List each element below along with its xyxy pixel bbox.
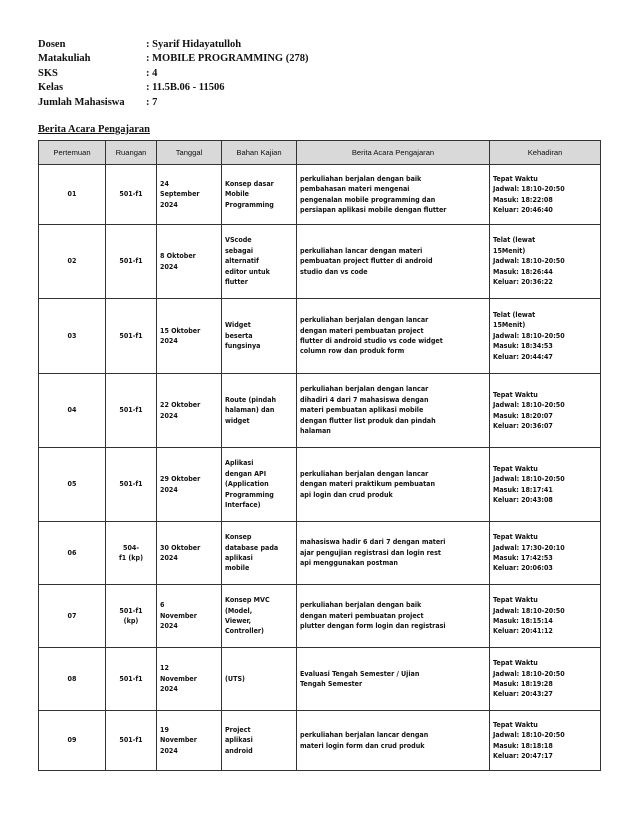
kehadiran-line: Masuk: 18:26:44 (493, 266, 553, 276)
kehadiran-line: Tepat Waktu (493, 658, 538, 668)
berita-acara-cell (297, 522, 490, 585)
tanggal-cell (157, 648, 222, 711)
bahan-kajian-cell-text: Project aplikasi android (225, 724, 253, 755)
berita-acara-cell-text: Evaluasi Tengah Semester / Ujian Tengah Semester (300, 668, 420, 688)
pertemuan-cell-text: 06 (67, 547, 77, 557)
ruangan-cell (106, 374, 157, 448)
kehadiran-line: Masuk: 18:20:07 (493, 410, 553, 420)
kehadiran-line: Jadwal: 18:10-20:50 (493, 184, 565, 194)
kehadiran-line: Jadwal: 18:10-20:50 (493, 605, 565, 615)
kehadiran-line: 15Menit) (493, 245, 526, 255)
bahan-kajian-cell (222, 711, 297, 771)
tanggal-cell (157, 165, 222, 225)
pertemuan-cell-text: 08 (67, 673, 77, 683)
berita-acara-cell (297, 448, 490, 522)
table-row (39, 165, 601, 225)
table-row (39, 225, 601, 299)
meta-row-jumlah-mahasiswa (38, 96, 308, 110)
pertemuan-cell-text: 07 (67, 610, 77, 620)
column-header: Kehadiran (490, 141, 601, 165)
ruangan-cell (106, 648, 157, 711)
bahan-kajian-cell-text: Konsep dasar Mobile Programming (225, 178, 274, 209)
berita-acara-cell-text: perkuliahan berjalan dengan lancar dengan materi pembuatan project flutter di android studio vs code widget column row dan produk form (300, 315, 443, 356)
kehadiran-line: Keluar: 20:06:03 (493, 563, 553, 573)
ruangan-cell-text: 501-f1 (119, 330, 143, 340)
pertemuan-cell-text: 02 (67, 256, 77, 266)
ruangan-cell-text: 501-f1 (119, 479, 143, 489)
kehadiran-line: Keluar: 20:46:40 (493, 204, 553, 214)
kehadiran-cell (490, 585, 601, 648)
pertemuan-cell-text: 04 (67, 405, 77, 415)
pertemuan-cell-text: 01 (67, 189, 77, 199)
ruangan-cell (106, 448, 157, 522)
berita-acara-cell (297, 165, 490, 225)
kehadiran-line: Keluar: 20:43:27 (493, 689, 553, 699)
table-row (39, 299, 601, 374)
bahan-kajian-cell-text: Konsep database pada aplikasi mobile (225, 532, 279, 573)
tanggal-cell-text: 6 November 2024 (160, 600, 197, 631)
kehadiran-line: Masuk: 18:34:53 (493, 341, 553, 351)
table-row (39, 585, 601, 648)
kehadiran-line: Masuk: 17:42:53 (493, 553, 553, 562)
bahan-kajian-cell-text: Aplikasi dengan API (Application Programming Interface) (225, 458, 274, 510)
meta-label: SKS (38, 67, 58, 79)
meta-value: : 7 (146, 96, 158, 108)
tanggal-cell-text: 12 November 2024 (160, 663, 197, 694)
kehadiran-line: Keluar: 20:44:47 (493, 351, 553, 361)
tanggal-cell-text: 30 Oktober 2024 (160, 542, 201, 562)
course-info (38, 38, 308, 110)
berita-acara-cell (297, 299, 490, 374)
berita-acara-cell-text: perkuliahan berjalan dengan baik pembahasan materi mengenai pengenalan mobile programming dan persiapan aplikasi mobile dengan flutter (300, 173, 447, 214)
column-header: Bahan Kajian (222, 141, 297, 165)
berita-acara-cell-text: mahasiswa hadir 6 dari 7 dengan materi ajar pengujian registrasi dan login rest api menggunakan postman (300, 537, 446, 568)
kehadiran-line: Keluar: 20:36:22 (493, 277, 553, 287)
meta-label: Kelas (38, 82, 64, 94)
ruangan-cell-text: 501-f1 (119, 405, 143, 415)
pertemuan-cell (39, 165, 106, 225)
tanggal-cell-text: 19 November 2024 (160, 724, 197, 755)
ruangan-cell-text: 501-f1 (kp) (119, 605, 143, 625)
pertemuan-cell (39, 374, 106, 448)
ruangan-cell (106, 165, 157, 225)
kehadiran-line: Masuk: 18:22:08 (493, 194, 553, 204)
kehadiran-line: Keluar: 20:43:08 (493, 494, 553, 504)
tanggal-cell-text: 15 Oktober 2024 (160, 325, 201, 345)
meta-label: Matakuliah (38, 53, 91, 65)
meta-value: : Syarif Hidayatulloh (146, 39, 242, 50)
table-row (39, 648, 601, 711)
pertemuan-cell (39, 585, 106, 648)
meta-value: : 4 (146, 67, 158, 79)
pertemuan-cell (39, 225, 106, 299)
bahan-kajian-cell (222, 648, 297, 711)
meta-row-matakuliah (38, 52, 308, 66)
table-row (39, 711, 601, 771)
table-row (39, 522, 601, 585)
bahan-kajian-cell (222, 522, 297, 585)
kehadiran-cell (490, 448, 601, 522)
kehadiran-line: Masuk: 18:15:14 (493, 616, 553, 625)
kehadiran-line: Keluar: 20:41:12 (493, 626, 553, 636)
bahan-kajian-cell-text: Widget beserta fungsinya (225, 320, 261, 351)
berita-acara-table (38, 140, 601, 771)
pertemuan-cell-text: 03 (67, 330, 77, 340)
kehadiran-line: Tepat Waktu (493, 595, 538, 605)
berita-acara-cell (297, 374, 490, 448)
kehadiran-cell (490, 165, 601, 225)
bahan-kajian-cell-text: Route (pindah halaman) dan widget (225, 394, 277, 425)
kehadiran-line: Tepat Waktu (493, 389, 538, 399)
pertemuan-cell (39, 299, 106, 374)
berita-acara-cell (297, 225, 490, 299)
bahan-kajian-cell (222, 225, 297, 299)
bahan-kajian-cell (222, 448, 297, 522)
berita-acara-cell-text: perkuliahan lancar dengan materi pembuatan project flutter di android studio dan vs code (300, 245, 433, 276)
meta-row-sks (38, 67, 308, 81)
column-header: Ruangan (106, 141, 157, 165)
tanggal-cell-text: 24 September 2024 (160, 178, 200, 209)
kehadiran-line: Tepat Waktu (493, 719, 538, 729)
tanggal-cell-text: 29 Oktober 2024 (160, 474, 201, 494)
ruangan-cell (106, 225, 157, 299)
kehadiran-cell (490, 299, 601, 374)
ruangan-cell-text: 501-f1 (119, 256, 143, 266)
kehadiran-line: Jadwal: 17:30-20:10 (493, 542, 565, 552)
kehadiran-line: Masuk: 18:18:18 (493, 740, 553, 750)
kehadiran-cell (490, 711, 601, 771)
bahan-kajian-cell-text: Konsep MVC (Model, Viewer, Controller) (225, 595, 270, 636)
kehadiran-line: Jadwal: 18:10-20:50 (493, 730, 565, 740)
column-header: Pertemuan (39, 141, 106, 165)
kehadiran-line: Keluar: 20:47:17 (493, 750, 553, 760)
pertemuan-cell (39, 448, 106, 522)
meta-label: Dosen (38, 39, 66, 50)
column-header: Tanggal (157, 141, 222, 165)
tanggal-cell (157, 299, 222, 374)
ruangan-cell-text: 504- f1 (kp) (118, 542, 144, 562)
kehadiran-line: Masuk: 18:19:28 (493, 679, 553, 688)
pertemuan-cell (39, 711, 106, 771)
bahan-kajian-cell (222, 299, 297, 374)
bahan-kajian-cell (222, 374, 297, 448)
pertemuan-cell-text: 09 (67, 735, 77, 745)
kehadiran-line: Telat (lewat (493, 309, 536, 319)
pertemuan-cell (39, 522, 106, 585)
kehadiran-cell (490, 648, 601, 711)
section-title: Berita Acara Pengajaran (38, 124, 150, 135)
tanggal-cell (157, 225, 222, 299)
tanggal-cell-text: 22 Oktober 2024 (160, 400, 201, 420)
kehadiran-line: Jadwal: 18:10-20:50 (493, 474, 565, 484)
ruangan-cell (106, 522, 157, 585)
table-row (39, 448, 601, 522)
ruangan-cell (106, 585, 157, 648)
tanggal-cell (157, 374, 222, 448)
berita-acara-cell (297, 585, 490, 648)
berita-acara-cell (297, 711, 490, 771)
tanggal-cell (157, 522, 222, 585)
kehadiran-cell (490, 225, 601, 299)
kehadiran-line: Keluar: 20:36:07 (493, 420, 553, 430)
kehadiran-line: Telat (lewat (493, 235, 536, 245)
ruangan-cell-text: 501-f1 (119, 673, 143, 683)
meta-value: : 11.5B.06 - 11506 (146, 82, 225, 94)
kehadiran-line: Tepat Waktu (493, 532, 538, 542)
table-header-row (39, 141, 601, 165)
kehadiran-line: Masuk: 18:17:41 (493, 484, 553, 494)
tanggal-cell (157, 585, 222, 648)
table-row (39, 374, 601, 448)
kehadiran-line: 15Menit) (493, 320, 526, 330)
ruangan-cell-text: 501-f1 (119, 189, 143, 199)
kehadiran-line: Tepat Waktu (493, 463, 538, 473)
meta-label: Jumlah Mahasiswa (38, 96, 125, 108)
bahan-kajian-cell-text: VScode sebagai alternatif editor untuk flutter (225, 235, 270, 287)
kehadiran-line: Jadwal: 18:10-20:50 (493, 400, 565, 410)
bahan-kajian-cell (222, 165, 297, 225)
kehadiran-line: Jadwal: 18:10-20:50 (493, 330, 565, 340)
berita-acara-cell-text: perkuliahan berjalan dengan lancar dihadiri 4 dari 7 mahasiswa dengan materi pembuatan aplikasi mobile dengan flutter list produk dan pindah halaman (300, 384, 436, 436)
tanggal-cell (157, 448, 222, 522)
bahan-kajian-cell-text: (UTS) (225, 673, 245, 683)
berita-acara-cell-text: perkuliahan berjalan dengan baik dengan materi pembuatan project plutter dengan form login dan registrasi (300, 600, 446, 631)
kehadiran-line: Jadwal: 18:10-20:50 (493, 256, 565, 266)
meta-value: : MOBILE PROGRAMMING (278) (146, 53, 309, 65)
tanggal-cell-text: 8 Oktober 2024 (160, 251, 196, 271)
berita-acara-cell-text: perkuliahan berjalan lancar dengan materi login form dan crud produk (300, 730, 429, 750)
kehadiran-line: Tepat Waktu (493, 173, 538, 183)
pertemuan-cell (39, 648, 106, 711)
meta-row-dosen (38, 38, 308, 52)
ruangan-cell (106, 299, 157, 374)
berita-acara-cell-text: perkuliahan berjalan dengan lancar dengan materi praktikum pembuatan api login dan crud produk (300, 468, 436, 499)
bahan-kajian-cell (222, 585, 297, 648)
kehadiran-line: Jadwal: 18:10-20:50 (493, 668, 565, 678)
ruangan-cell (106, 711, 157, 771)
berita-acara-cell (297, 648, 490, 711)
tanggal-cell (157, 711, 222, 771)
ruangan-cell-text: 501-f1 (119, 735, 143, 745)
kehadiran-cell (490, 522, 601, 585)
kehadiran-cell (490, 374, 601, 448)
pertemuan-cell-text: 05 (67, 479, 77, 489)
column-header: Berita Acara Pengajaran (297, 141, 490, 165)
meta-row-kelas (38, 81, 308, 95)
